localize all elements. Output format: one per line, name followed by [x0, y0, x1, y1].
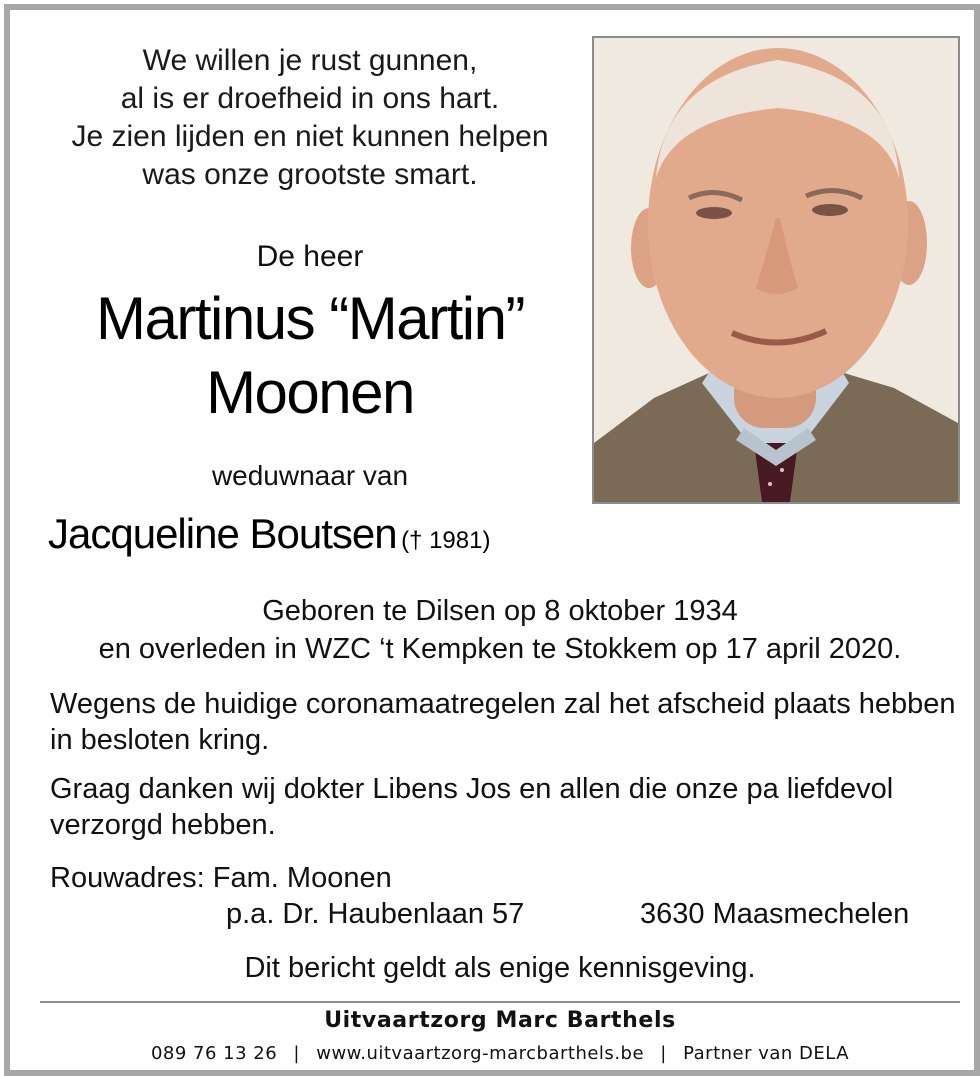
- obituary-card: [4, 4, 980, 1076]
- poem-line-1: We willen je rust gunnen,: [142, 44, 478, 77]
- spouse-death-year: († 1981): [401, 527, 491, 554]
- deceased-name-line-1: Martinus “Martin”: [96, 285, 524, 352]
- spouse: [48, 510, 490, 558]
- death-line: en overleden in WZC ‘t Kempken te Stokkem op 17 april 2020.: [98, 633, 902, 665]
- honorific: De heer: [256, 240, 364, 273]
- notice: Dit bericht geldt als enige kennisgeving.: [244, 952, 756, 984]
- undertaker-phone: 089 76 13 26: [150, 1043, 278, 1064]
- birth-line: Geboren te Dilsen op 8 oktober 1934: [262, 595, 738, 627]
- deceased-name-line-2: Moonen: [206, 359, 414, 426]
- undertaker-contact: [30, 1043, 970, 1064]
- relation-label: weduwnaar van: [211, 460, 409, 491]
- poem: [30, 42, 590, 194]
- address-label: Rouwadres: Fam. Moonen: [50, 862, 392, 894]
- deceased-name: [30, 282, 590, 430]
- undertaker-partner: Partner van DELA: [683, 1043, 850, 1064]
- undertaker-name: Uitvaartzorg Marc Barthels: [324, 1008, 676, 1033]
- separator: |: [293, 1043, 300, 1064]
- life-dates: [30, 592, 970, 668]
- poem-line-3: Je zien lijden en niet kunnen helpen: [71, 120, 549, 153]
- portrait-photo: [592, 36, 960, 504]
- spouse-name: Jacqueline Boutsen: [48, 510, 397, 557]
- undertaker-website: www.uitvaartzorg-marcbarthels.be: [316, 1043, 645, 1064]
- farewell-paragraph: Wegens de huidige coronamaatregelen zal het afscheid plaats hebben in besloten kring.: [50, 688, 956, 756]
- address-city: 3630 Maasmechelen: [640, 898, 910, 930]
- address-street: p.a. Dr. Haubenlaan 57: [226, 898, 525, 930]
- poem-line-4: was onze grootste smart.: [142, 158, 478, 191]
- footer-divider: [40, 1001, 960, 1003]
- separator: |: [660, 1043, 667, 1064]
- thanks-paragraph: Graag danken wij dokter Libens Jos en allen die onze pa liefdevol verzorgd hebben.: [50, 773, 894, 841]
- portrait-image: [594, 38, 958, 502]
- poem-line-2: al is er droefheid in ons hart.: [120, 82, 500, 115]
